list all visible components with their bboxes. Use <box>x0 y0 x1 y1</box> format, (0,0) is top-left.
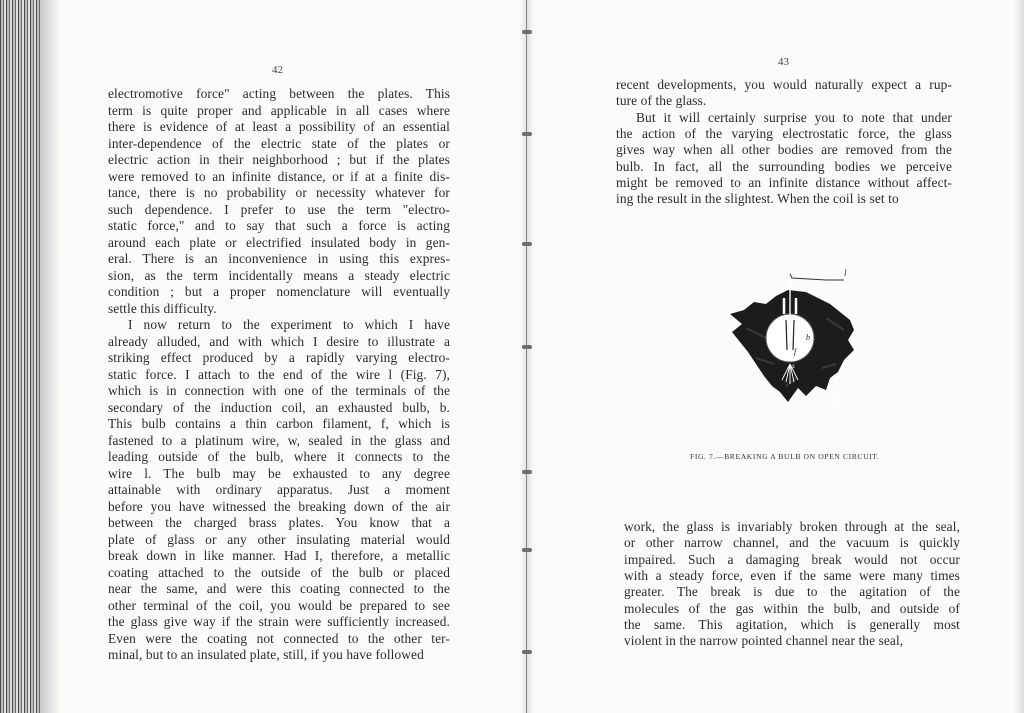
text-line: gives way when all other bodies are removed from the <box>616 142 952 158</box>
text-line: impaired. Such a damaging break would not occur <box>624 551 960 567</box>
text-line: recent developments, you would naturally expect a rup- <box>616 77 952 92</box>
binding-stitch <box>522 548 532 552</box>
page-number: 43 <box>778 56 789 68</box>
text-line: plate of glass or any other insulating material would <box>108 531 450 547</box>
text-line: term is quite proper and applicable in all cases where <box>108 102 450 118</box>
text-line: electric action in their neighborhood ; but if the plates <box>108 152 450 167</box>
binding-stitch <box>522 470 532 474</box>
text-line: bulb. In fact, all the surrounding bodies we perceive <box>616 158 952 174</box>
figure-caption: FIG. 7.—BREAKING A BULB ON OPEN CIRCUIT. <box>690 452 880 461</box>
text-line: Even were the coating not connected to the other ter- <box>108 630 450 646</box>
text-line: This bulb contains a thin carbon filament, f, which is <box>108 416 450 431</box>
lead-wire <box>790 274 844 280</box>
text-line: wire l. The bulb may be exhausted to any degree <box>108 465 450 481</box>
text-line: the same. This agitation, which is generally most <box>624 616 960 632</box>
book-gutter <box>520 0 534 713</box>
figure-7-illustration <box>726 268 856 408</box>
text-line: other terminal of the coil, you would be prepared to see <box>108 597 450 613</box>
text-line: might be removed to an infinite distance without affect- <box>616 174 952 190</box>
text-line: sion, as the term incidentally means a steady electric <box>108 267 450 283</box>
text-line: static force," and to say that such a force is acting <box>108 218 450 233</box>
binding-stitch <box>522 132 532 136</box>
text-line: molecules of the gas within the bulb, and outside of <box>624 600 960 616</box>
text-line: greater. The break is due to the agitation of the <box>624 584 960 600</box>
page-number: 42 <box>272 64 283 76</box>
text-line: ing the result in the slightest. When the coil is set to <box>616 191 899 207</box>
text-line: around each plate or electrified insulated body in gen- <box>108 234 450 250</box>
text-line: tance, there is no probability or necessity whatever for <box>108 185 450 200</box>
text-line: But it will certainly surprise you to note that under <box>636 109 952 125</box>
binding-stitch <box>522 345 532 349</box>
text-line: work, the glass is invariably broken through at the seal, <box>624 519 960 534</box>
text-line: settle this difficulty. <box>108 300 217 316</box>
text-line: before you have witnessed the breaking down of the air <box>108 498 450 514</box>
text-line: condition ; but a proper nomenclature will eventually <box>108 284 450 299</box>
text-line: which is in connection with one of the terminals of the <box>108 383 450 398</box>
text-line: minal, but to an insulated plate, still, if you have followed <box>108 647 424 662</box>
text-line: coating attached to the outside of the bulb or placed <box>108 564 450 580</box>
binding-stitch <box>522 30 532 34</box>
text-line: inter-dependence of the electric state of the plates or <box>108 135 450 151</box>
text-line: electromotive force" acting between the plates. This <box>108 86 450 101</box>
text-line: fastened to a platinum wire, w, sealed in the glass and <box>108 432 450 448</box>
text-line: already alluded, and with which I desire to illustrate a <box>108 333 450 349</box>
text-line: ture of the glass. <box>616 93 707 109</box>
text-line: secondary of the induction coil, an exhausted bulb, b. <box>108 399 450 415</box>
text-line: between the charged brass plates. You know that a <box>108 515 450 530</box>
text-line: there is evidence of at least a possibility of an essential <box>108 119 450 134</box>
text-line: violent in the narrow pointed channel near the seal, <box>624 633 904 649</box>
text-line: or other narrow channel, and the vacuum is quickly <box>624 535 960 551</box>
text-line: such dependence. I prefer to use the term "electro- <box>108 201 450 217</box>
binding-stitch <box>522 650 532 654</box>
text-line: break down in like manner. Had I, therefore, a metallic <box>108 548 450 563</box>
binding-stitch <box>522 242 532 246</box>
text-line: eral. There is an inconvenience in using this expres- <box>108 251 450 266</box>
text-line: near the same, and were this coating connected to the <box>108 581 450 596</box>
text-line: the glass give way if the strain were sufficiently increased. <box>108 614 450 629</box>
text-line: with a steady force, even if the same were many times <box>624 567 960 583</box>
text-line: the action of the varying electrostatic force, the glass <box>616 125 952 141</box>
text-line: static force. I attach to the end of the wire l (Fig. 7), <box>108 366 450 382</box>
text-line: striking effect produced by a rapidly varying electro- <box>108 350 450 365</box>
figure-number-label: Fig 7 <box>832 396 852 406</box>
filament-label: f <box>794 347 797 356</box>
gutter-fold-line <box>526 0 527 713</box>
text-line: attainable with ordinary apparatus. Just a moment <box>108 482 450 497</box>
text-line: I now return to the experiment to which I have <box>128 317 450 332</box>
wire-label: l <box>844 268 847 278</box>
text-line: leading outside of the bulb, where it connects to the <box>108 449 450 464</box>
text-line: were removed to an infinite distance, or if at a finite dis- <box>108 168 450 184</box>
bulb-label: b <box>806 333 810 342</box>
seal-label: s <box>792 362 795 370</box>
